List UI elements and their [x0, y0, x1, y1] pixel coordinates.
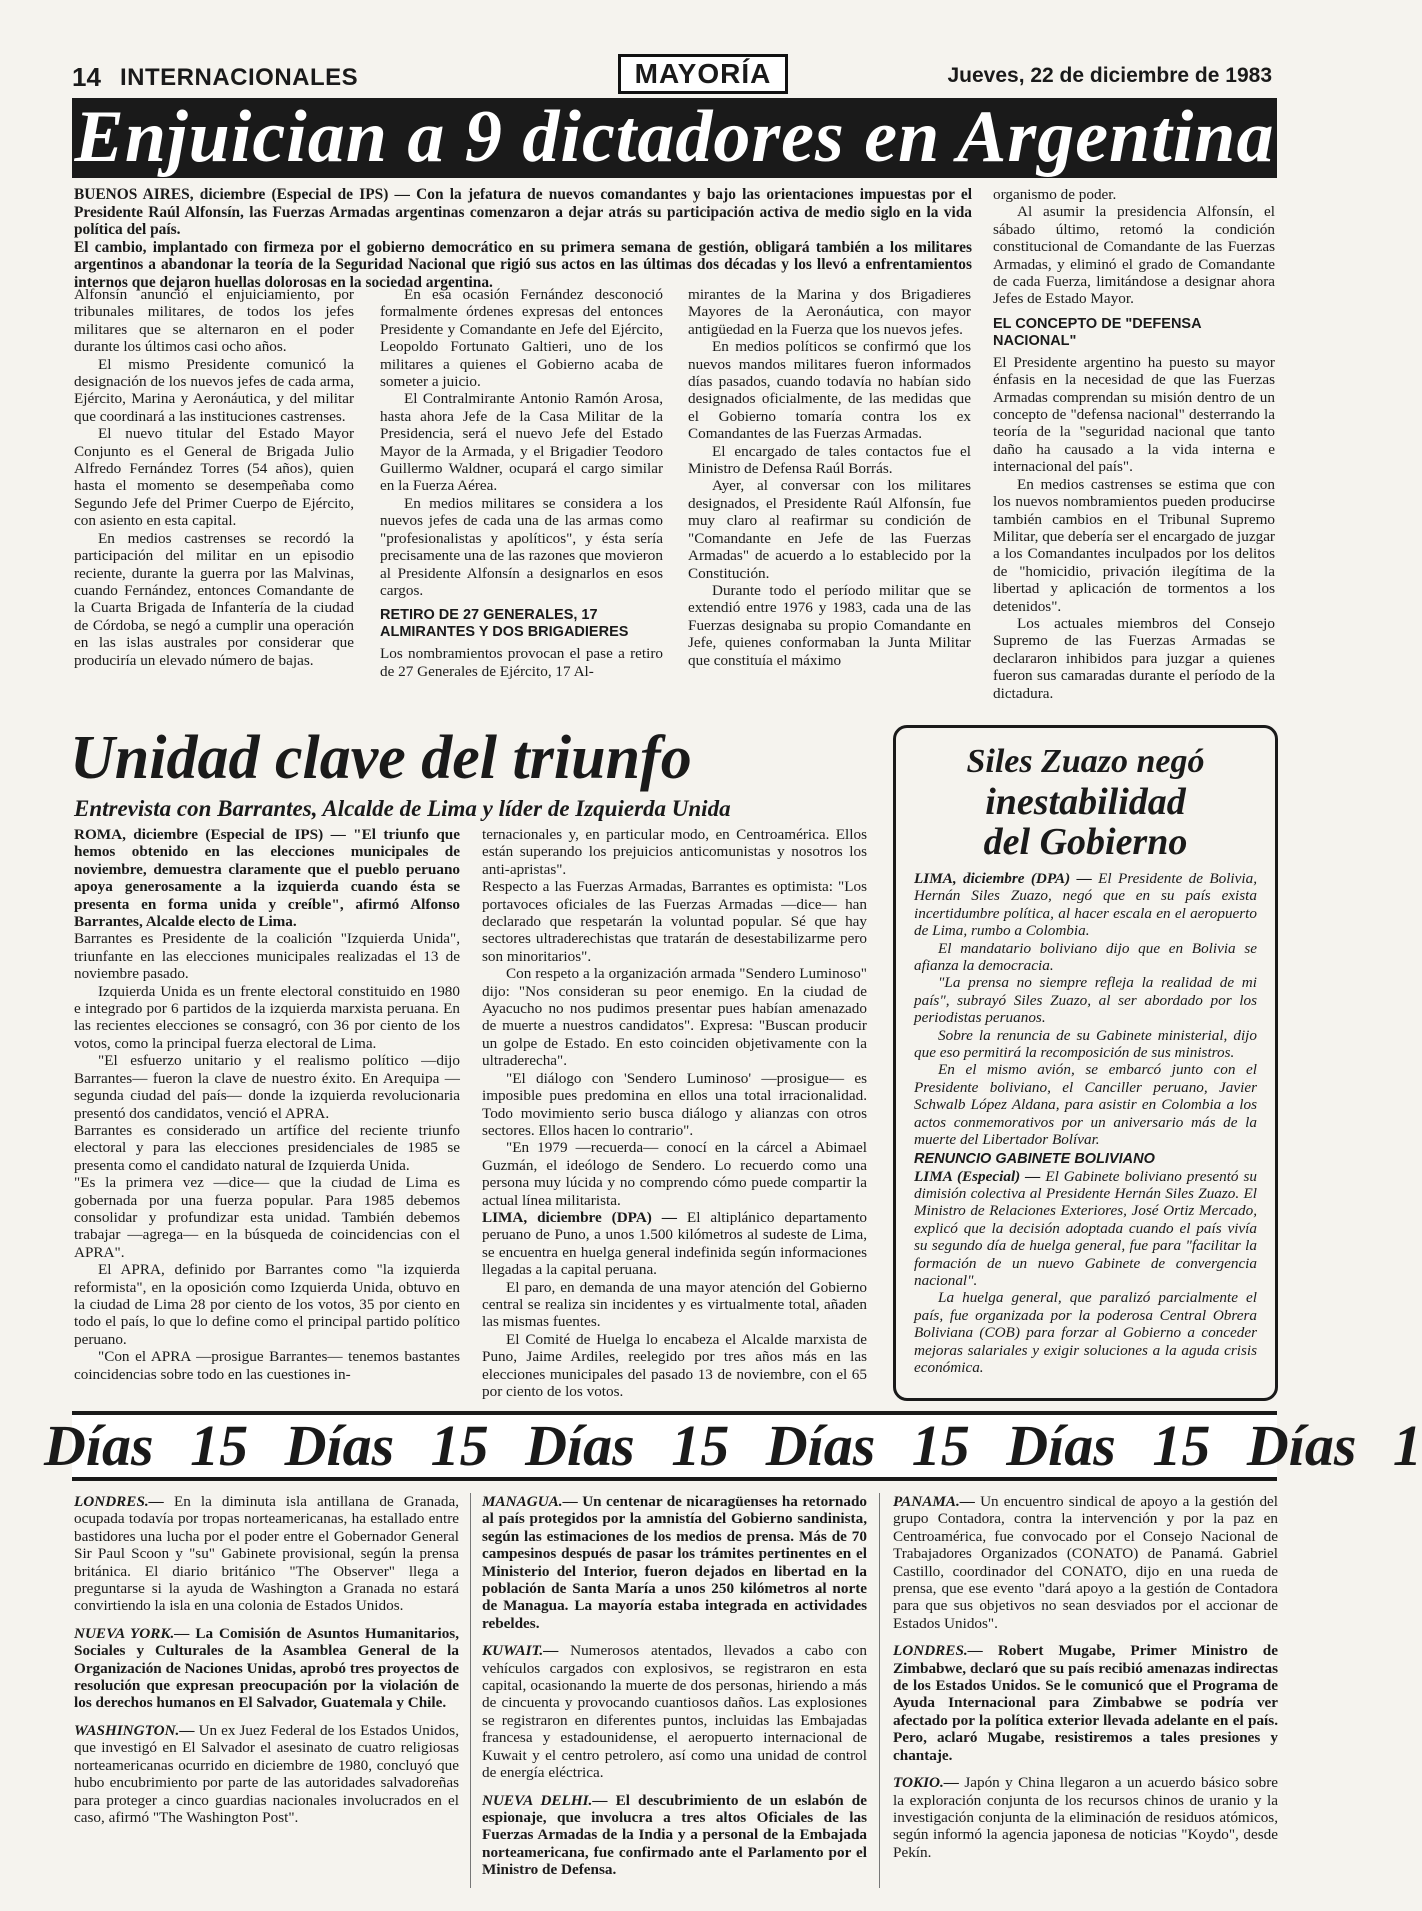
brief-text: Un encuentro sindical de apoyo a la gestión del grupo Contadora, contra la intervención y por la paz en Centroamérica, fue convocado por el Consejo Nacional de Trabajadores Organizados (CONATO) de Panamá. Gabriel Castillo, coordinador del CONATO, dijo en una rueda de prensa, que ese evento "dará apoyo a la gestión de Contadora para que sus objetivos no sean desviados por el accionar de Estados Unidos". — [893, 1493, 1278, 1632]
paragraph: El mandatario boliviano dijo que en Bolivia se afianza la democracia. — [914, 939, 1257, 975]
paragraph: Respecto a las Fuerzas Armadas, Barrantes es optimista: "Los portavoces oficiales de las Fuerzas Armadas —dice— han declarado que respetarán la voluntad popular. Sé que hay sectores ultraderechistas que tratarán de desestabilizarme pero son minoritarios". — [482, 878, 867, 965]
paragraph: Alfonsín anunció el enjuiciamiento, por tribunales militares, de todos los jefes militares que se alternaron en el poder durante los últimos casi ocho años. — [74, 286, 354, 356]
article1-lead — [74, 186, 972, 291]
article1-headline: Enjuician a 9 dictadores en Argentina — [72, 98, 1277, 178]
brief-dateline: LONDRES.— — [893, 1642, 983, 1660]
section-title: INTERNACIONALES — [120, 64, 359, 91]
brief-item — [482, 1792, 867, 1879]
article2-lead: ROMA, diciembre (Especial de IPS) — "El triunfo que hemos obtenido en las elecciones municipales de noviembre, demuestra claramente que el pueblo peruano apoya generosamente a la izquierda cuando ésta se presenta en forma unida y creíble", afirmó Alfonso Barrantes, Alcalde electo de Lima. — [74, 826, 460, 931]
brief-dateline: WASHINGTON.— — [74, 1721, 195, 1739]
page-number: 14 — [72, 62, 101, 92]
quince-dias-banner — [44, 1411, 1422, 1481]
article1-col1 — [74, 286, 354, 706]
article2-headline: Unidad clave del triunfo — [70, 724, 692, 792]
briefs-col2 — [482, 1493, 867, 1893]
paragraph: En esa ocasión Fernández desconoció formalmente órdenes expresas del entonces Presidente y Comandante en Jefe del Ejército, Leopoldo Fortunato Galtieri, uno de los militares a quienes el Gobierno acaba de someter a juicio. — [380, 286, 663, 391]
column-rule — [470, 1493, 471, 1888]
article2-col1 — [74, 826, 460, 1401]
paragraph: Barrantes es Presidente de la coalición "Izquierda Unida", triunfante en las elecciones municipales realizadas el 13 de noviembre pasado. — [74, 930, 460, 983]
brief-text: El descubrimiento de un eslabón de espionaje, que involucra a tres altos Oficiales de las Fuerzas Armadas de la India y a personal de la Embajada norteamericana, fue confirmado ante el Parlamento por el Ministro de Defensa. — [482, 1791, 867, 1879]
brief-dateline: TOKIO.— — [893, 1774, 959, 1792]
brief-item — [74, 1625, 459, 1712]
paragraph: mirantes de la Marina y dos Brigadieres Mayores de la Aeronáutica, con mayor antigüedad en la Fuerza que los nuevos jefes. — [688, 286, 971, 338]
paragraph: El encargado de tales contactos fue el Ministro de Defensa Raúl Borrás. — [688, 442, 971, 478]
article1-subhead-defensa: EL CONCEPTO DE "DEFENSA NACIONAL" — [993, 315, 1202, 349]
briefs-col3 — [893, 1493, 1278, 1893]
brief-item — [482, 1493, 867, 1632]
paragraph: Durante todo el período militar que se extendió entre 1976 y 1983, cada una de las Fuerzas designaba su propio Comandante en Jefe, quienes conformaban la Junta Militar que constituía el máximo — [688, 581, 971, 669]
box-headline-line2: inestabilidad — [985, 781, 1186, 823]
brief-dateline: MANAGUA.— — [482, 1493, 578, 1510]
brief-text: Robert Mugabe, Primer Ministro de Zimbabwe, declaró que su país recibió amenazas indirectas de los Estados Unidos. Se le comunicó que el Programa de Ayuda Internacional para Zimbabwe se podría ver afectado por la política exterior llevada adelante en el país. Pero, aclaró Mugabe, resistiremos a tales presiones y chantaje. — [893, 1642, 1278, 1764]
paragraph: El paro, en demanda de una mayor atención del Gobierno central se realiza sin incidentes y es virtualmente total, añaden las mismas fuentes. — [482, 1278, 867, 1331]
siles-zuazo-box — [893, 725, 1278, 1401]
paragraph: organismo de poder. — [993, 186, 1117, 203]
paragraph: El mismo Presidente comunicó la designación de los nuevos jefes de cada arma, Ejército, Marina y Aeronáutica, y del militar que coordinará a las instituciones castrenses. — [74, 355, 354, 425]
paragraph: En medios castrenses se estima que con los nuevos nombramientos pueden producirse también cambios en el Tribunal Supremo Militar, que debería ser el encargado de juzgar a los Comandantes inculpados por los delitos de "homicidio, privación ilegítima de la libertad y aplicación de tormentos a los detenidos". — [993, 475, 1275, 615]
article1-col4 — [993, 186, 1275, 706]
paragraph: Sobre la renuncia de su Gabinete ministerial, dijo que eso permitirá la recomposición de sus ministros. — [914, 1026, 1257, 1062]
column-rule — [879, 1493, 880, 1888]
paragraph: "El diálogo con 'Sendero Luminoso' —prosigue— es imposible pues predomina en ellos una total irracionalidad. Todo movimiento serio busca diálogo y alianzas con otros sectores. Ellos hacen lo contrario". — [482, 1069, 867, 1139]
article1-lead-p2: El cambio, implantado con firmeza por el gobierno democrático en su primera semana de gestión, obligará también a los militares argentinos a abandonar la teoría de la Seguridad Nacional que rigió sus actos en las últimas dos décadas y los llevó a enfrentamientos internos que dejaron huellas dolorosas en la sociedad argentina. — [74, 238, 972, 291]
brief-dateline: LONDRES.— — [74, 1493, 164, 1510]
brief-dateline: NUEVA DELHI.— — [482, 1791, 608, 1809]
paragraph: Con respeto a la organización armada "Sendero Luminoso" dijo: "Nos consideran su peor enemigo. En la ciudad de Ayacucho no nos pudimos presentar pues habían amenazado de muerte a nuestros candidatos". Expresa: "Buscan producir un golpe de Estado. En esto coinciden objetivamente con la ultraderecha". — [482, 965, 867, 1070]
paragraph: El Contralmirante Antonio Ramón Arosa, hasta ahora Jefe de la Casa Militar de la Presidencia, será el nuevo Jefe del Estado Mayor de la Armada, y el Brigadier Teodoro Guillermo Waldner, ocupará el cargo similar en la Fuerza Aérea. — [380, 390, 663, 495]
paragraph: El Comité de Huelga lo encabeza el Alcalde marxista de Puno, Jaime Ardiles, reelegido por tres años más en las elecciones municipales del pasado 13 de noviembre, con el 65 por ciento de los votos. — [482, 1330, 867, 1400]
brief-dateline: KUWAIT.— — [482, 1642, 559, 1660]
paragraph: ternacionales y, en particular modo, en Centroamérica. Ellos están superando los prejuicios anticomunistas y nosotros los anti-apristas". — [482, 826, 867, 878]
paragraph: En medios militares se considera a los nuevos jefes de cada una de las armas como "profesionalistas y apolíticos", y ésta sería precisamente una de las razones que movieron al Presidente Alfonsín a designarlos en esos cargos. — [380, 494, 663, 599]
paragraph: Izquierda Unida es un frente electoral constituido en 1980 e integrado por 6 partidos de la izquierda marxista peruana. En las recientes elecciones se consagró, con 36 por ciento de los votos, como la principal fuerza electoral de Lima. — [74, 982, 460, 1052]
paragraph: "La prensa no siempre refleja la realidad de mi país", subrayó Siles Zuazo, al ser abordado por los periodistas peruanos. — [914, 974, 1257, 1027]
paragraph: Los nombramientos provocan el pase a retiro de 27 Generales de Ejército, 17 Al- — [380, 645, 663, 680]
page-header — [60, 58, 1272, 98]
paragraph: En medios castrenses se recordó la participación del militar en un episodio reciente, durante la guerra por las Malvinas, cuando Fernández, entonces Comandante de la Cuarta Brigada de Infantería de la ciudad de Córdoba, se negó a cumplir una operación en las islas australes por considerar que produciría un elevado número de bajas. — [74, 529, 354, 669]
brief-dateline: PANAMA.— — [893, 1493, 975, 1510]
article2-col2 — [482, 826, 867, 1401]
paragraph: El APRA, definido por Barrantes como "la izquierda reformista", en la oposición como Izquierda Unida, obtuvo en la ciudad de Lima 28 por ciento de los votos, 35 por ciento en todo el país, lo que lo define como el principal partido político peruano. — [74, 1261, 460, 1348]
paragraph: La huelga general, que paralizó parcialmente el país, fue organizada por la poderosa Central Obrera Boliviana (COB) para forzar al Gobierno a conceder mejoras salariales y exigir soluciones a la aguda crisis económica. — [914, 1289, 1257, 1376]
brief-text: Numerosos atentados, llevados a cabo con vehículos cargados con explosivos, se registraron en esta capital, ocasionando la muerte de dos personas, hiriendo a más de cincuenta y provocando cuantiosos daños. Las explosiones se registraron en diferentes puntos, incluidas las Embajadas francesa y estadounidense, el aeropuerto internacional de Kuwait y el centro petrolero, así como una unidad de control de energía eléctrica. — [482, 1642, 867, 1782]
box-headline — [914, 742, 1257, 862]
article1-lead-p1: BUENOS AIRES, diciembre (Especial de IPS) — Con la jefatura de nuevos comandantes y bajo las orientaciones impuestas por el Presidente Raúl Alfonsín, las Fuerzas Armadas argentinas comenzaron a dejar atrás su participación activa de medio siglo en la vida política del país. — [74, 186, 972, 239]
box-body — [914, 870, 1257, 1376]
brief-item — [482, 1642, 867, 1781]
brief-dateline: NUEVA YORK.— — [74, 1624, 190, 1642]
box-dateline2: LIMA (Especial) — — [914, 1167, 1041, 1185]
brief-text: Un ex Juez Federal de los Estados Unidos, que investigó en El Salvador el asesinato de cuatro religiosas norteamericanas ocurrido en diciembre de 1980, concluyó que hubo encubrimiento por parte de las autoridades salvadoreñas para proteger a cinco guardias nacionales involucrados en el caso, afirmó "The Washington Post". — [74, 1721, 460, 1826]
box-subhead: RENUNCIO GABINETE BOLIVIANO — [914, 1150, 1155, 1167]
article2-subheadline: Entrevista con Barrantes, Alcalde de Lima y líder de Izquierda Unida — [74, 796, 731, 821]
paragraph: El altiplánico departamento peruano de Puno, a unos 1.500 kilómetros al sudeste de Lima, se encuentra en huelga general indefinida según informaciones llegadas a la capital peruana. — [482, 1208, 868, 1279]
paragraph: "Con el APRA —prosigue Barrantes— tenemos bastantes coincidencias sobre todo en las cuestiones in- — [74, 1348, 460, 1383]
paragraph: "Es la primera vez —dice— que la ciudad de Lima es gobernada por una fuerza popular. Para 1985 debemos consolidar y profundizar esta unidad. También debemos trabajar —agrega— en la búsqueda de coincidencias con el APRA". — [74, 1174, 460, 1261]
paragraph: Al asumir la presidencia Alfonsín, el sábado último, retomó la condición constitucional de Comandante de las Fuerzas Armadas, y eliminó el grado de Comandante de cada Fuerza, limitándose a designar ahora Jefes de Estado Mayor. — [993, 203, 1275, 308]
article1-col3 — [688, 286, 971, 706]
paragraph: Los actuales miembros del Consejo Supremo de las Fuerzas Armadas se declararon inhibidos para juzgar a quienes fueron sus camaradas durante el período de la dictadura. — [993, 614, 1275, 702]
paragraph: En el mismo avión, se embarcó junto con el Presidente boliviano, el Canciller peruano, Javier Schwalb López Aldana, para asistir en Colombia a los actos conmemorativos por un aniversario más de la muerte del Libertador Bolívar. — [914, 1061, 1257, 1149]
issue-date: Jueves, 22 de diciembre de 1983 — [947, 64, 1272, 87]
brief-item — [893, 1642, 1278, 1764]
paragraph: Barrantes es considerado un artífice del reciente triunfo electoral y para las elecciones presidenciales de 1985 se presenta como el candidato natural de Izquierda Unida. — [74, 1121, 460, 1174]
brief-item — [74, 1722, 459, 1826]
paragraph: "En 1979 —recuerda— conocí en la cárcel a Abimael Guzmán, el ideólogo de Sendero. Lo recuerdo como una persona muy lúcida y no comprendo cómo puede compartir la actual línea militarista. — [482, 1139, 867, 1209]
paragraph: "El esfuerzo unitario y el realismo político —dijo Barrantes— fueron la clave de nuestro éxito. En Arequipa —segunda ciudad del país— donde la izquierda revolucionaria presentó dos candidatos, venció el APRA. — [74, 1052, 460, 1122]
brief-text: Un centenar de nicaragüenses ha retornado al país protegidos por la amnistía del Gobierno sandinista, según las estimaciones de los medios de prensa. Más de 70 campesinos después de pasar los trámites pertinentes en el Ministerio del Interior, fueron dejados en libertad en la población de Santa María a unos 250 kilómetros al norte de Managua. La mayoría estaba integrada en actividades rebeldes. — [482, 1493, 867, 1632]
article1-subhead-retiro: RETIRO DE 27 GENERALES, 17 ALMIRANTES Y DOS BRIGADIERES — [380, 607, 629, 641]
briefs-col1 — [74, 1493, 459, 1893]
paragraph: En medios políticos se confirmó que los nuevos mandos militares fueron informados días pasados, cuando todavía no habían sido designados oficialmente, de las medidas que el Gobierno tomaría contra los ex Comandantes de las Fuerzas Armadas. — [688, 338, 971, 443]
lima-dateline: LIMA, diciembre (DPA) — — [482, 1208, 677, 1226]
paragraph: El Gabinete boliviano presentó su dimisión colectiva al Presidente Hernán Siles Zuazo. El Ministro de Relaciones Exteriores, José Ortiz Mercado, explicó que la decisión adoptada cuando el país vivía su segundo día de huelga general, fue para "facilitar la formación de un nuevo Gabinete de convergencia nacional". — [914, 1167, 1257, 1289]
brief-item — [893, 1774, 1278, 1861]
brief-text: Japón y China llegaron a un acuerdo básico sobre la exploración conjunta de los recursos chinos de uranio y la investigación conjunta de la eliminación de residuos atómicos, según informó la agencia japonesa de noticias "Koydo", desde Pekín. — [893, 1774, 1279, 1861]
brief-item — [74, 1493, 459, 1615]
box-dateline: LIMA, diciembre (DPA) — — [914, 870, 1092, 887]
paragraph: El Presidente argentino ha puesto su mayor énfasis en la necesidad de que las Fuerzas Armadas comprendan su misión dentro de un concepto de "defensa nacional" desterrando la teoría de la "seguridad nacional que tanto daño ha causado a la vida interna e internacional del país". — [993, 353, 1275, 476]
paragraph: El Presidente de Bolivia, Hernán Siles Zuazo, negó que en su país exista incertidumbre política, al hacer escala en el aeropuerto de Lima, rumbo a Colombia. — [914, 870, 1257, 940]
box-headline-line1: Siles Zuazo negó — [966, 743, 1205, 780]
paragraph: El nuevo titular del Estado Mayor Conjunto es el General de Brigada Julio Alfredo Fernández Torres (54 años), quien hasta el momento se desempeñaba como Segundo Jefe del Primer Cuerpo de Ejército, con asiento en esta capital. — [74, 425, 354, 530]
brief-item — [893, 1493, 1278, 1632]
box-headline-line3: del Gobierno — [983, 821, 1188, 863]
brief-text: La Comisión de Asuntos Humanitarios, Sociales y Culturales de la Asamblea General de la Organización de Naciones Unidas, aprobó tres proyectos de resolución que expresan preocupación por la violación de los derechos humanos en El Salvador, Guatemala y Chile. — [74, 1624, 460, 1712]
paragraph: Ayer, al conversar con los militares designados, el Presidente Raúl Alfonsín, fue muy claro al reafirmar su condición de "Comandante en Jefe de las Fuerzas Armadas" de acuerdo a lo establecido por la Constitución. — [688, 477, 971, 582]
newspaper-logo: MAYORÍA — [618, 54, 788, 94]
article1-col2 — [380, 286, 663, 706]
brief-text: En la diminuta isla antillana de Granada, ocupada todavía por tropas norteamericanas, ha estallado entre bastidores una lucha por el poder entre el Gobernador General Sir Paul Scoon y "su" Gabinete provisional, según la prensa británica. El diario británico "The Observer" llega a preguntarse si la ayuda de Washington a Granada no estará convirtiendo la isla en una colonia de Estados Unidos. — [74, 1493, 460, 1615]
quince-dias-text: Días 15 Días 15 Días 15 Días 15 Días 15 Días 1 — [44, 1413, 1422, 1478]
